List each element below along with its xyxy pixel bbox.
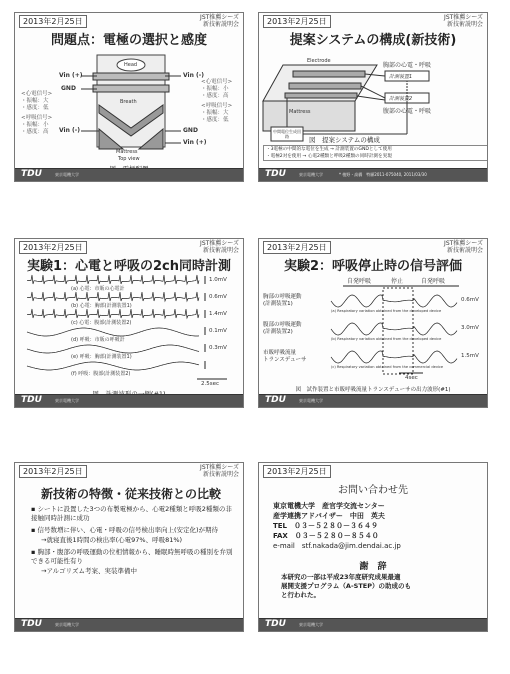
center-circuit-label: 中間電位生成回路 [273,129,301,139]
vin-minus-right: Vin (-) [183,72,204,79]
vin-minus-left: Vin (-) [59,127,80,134]
trace-scale: 0.3mV [209,345,227,351]
figure-caption: 図 試作装置と市販呼吸流量トランスデューサの出力波形(#1) [295,387,451,393]
slide-experiment2 [258,238,488,408]
slide-footer [259,168,487,181]
bullet-item: ▪ シートに設置した3つの布製電極から、心電2種類と呼吸2種類の非接触同時計測に成功 [31,505,232,522]
slide-footer [259,394,487,407]
bullet-sub-item: →就寝直後1時間の検出率(心電97%、呼吸81%) [41,536,183,544]
slide-title: 問題点：電極の選択と感度 [50,33,207,48]
bullet-item: ▪ 胸部・腹部の呼吸運動の位相情報から、睡眠時無呼吸の種別を弁別できる可能性有り [31,548,233,565]
slide-org: JST推薦シーズ 新技術説明会 [444,240,483,254]
univ-name: 東京電機大学 [55,622,79,627]
gnd-left: GND [61,85,76,92]
phase-label-3: 自発呼吸 [421,278,446,285]
resp-trace [331,351,457,363]
mattress-label: Mattress [116,149,138,155]
row-description: (c) Respiratory variation obtained from the commercial device [331,365,444,369]
contact-block [273,501,401,551]
right-signal-notes: <心電信号> ・振幅：小 ・感度：高 <呼吸信号> ・振幅：大 ・感度：低 [201,79,233,123]
tdu-logo: TDU [265,395,286,405]
slide-title: 実験1：心電と呼吸の2ch同時計測 [26,259,232,274]
mattress-label: Mattress [289,109,311,115]
tdu-logo: TDU [265,169,286,179]
notes-box [263,145,488,161]
tdu-logo: TDU [21,395,42,405]
slide-footer [15,618,243,631]
slide-title: 提案システムの構成(新技術) [289,33,457,48]
breath-label: Breath [120,99,137,105]
trace-scale: 1.0mV [209,277,227,283]
row-scale: 0.6mV [461,297,479,303]
slide-date: 2013年2月25日 [263,15,331,28]
slide-footer [15,394,243,407]
resp-trace [331,295,457,307]
slide-org: JST推薦シーズ 新技術説明会 [444,14,483,28]
slide-date: 2013年2月25日 [19,15,87,28]
device2-label: 計測装置2 [389,96,413,102]
trace-label: (f) 呼吸：腹部(計測装置2) [71,371,131,377]
chest-label: 胸部の心電・呼吸 [383,62,432,69]
time-scale: 2.5sec [201,381,220,387]
figure-caption: 図 提案システムの構成 [309,136,380,144]
slide-footer [15,168,243,181]
vin-plus-right: Vin (+) [183,139,207,146]
slide-date: 2013年2月25日 [263,241,331,254]
univ-name: 東京電機大学 [299,398,323,403]
slide-title: 新技術の特徴・従来技術との比較 [41,487,222,501]
row-scale: 1.5mV [461,353,479,359]
slide-org: JST推薦シーズ 新技術説明会 [200,464,239,478]
acknowledgement-text: 本研究の一部は平成23年度研究成果最適 展開支援プログラム（A-STEP）の助成のも と行われた。 [281,573,411,599]
phase-label-2: 停止 [391,278,404,285]
slide-org: JST推薦シーズ 新技術説明会 [200,14,239,28]
electrode-label: Electrode [307,58,331,64]
gnd-right: GND [183,127,198,134]
patent-ref: * 植野・高橋 特願2011-075040, 2011/03/30 [339,172,427,177]
time-scale: 4sec [405,375,418,381]
slide-contact [258,462,488,632]
slide-features [14,462,244,632]
bullet-list [31,505,235,576]
slide-electrode-problem [14,12,244,182]
trace-label: (c) 心電：腹部(計測装置2) [71,320,132,326]
trace-scale: 1.4mV [209,311,227,317]
slide-date: 2013年2月25日 [19,241,87,254]
note-line: ・電極2対を使用 → 心電2種類と呼吸2種類の同時計測を実現 [266,154,392,159]
slide-date: 2013年2月25日 [263,465,331,478]
top-view-label: Top view [118,156,140,162]
trace-label: (b) 心電：胸部(計測装置1) [71,303,132,309]
contact-fax: FAX ０３－５２８０－８５４０ [273,532,379,540]
slide-date: 2013年2月25日 [19,465,87,478]
univ-name: 東京電機大学 [299,172,323,177]
abdomen-label: 腹部の心電・呼吸 [383,108,432,115]
slide-footer [259,618,487,631]
resp-trace [331,323,457,335]
slide-title: 実験2：呼吸停止時の信号評価 [283,259,463,274]
left-signal-notes: <心電信号> ・振幅：大 ・感度：低 <呼吸信号> ・振幅：小 ・感度：高 [21,91,53,135]
trace-line [27,292,199,301]
bullet-item: ▪ 信号数増に伴い、心電・呼吸の信号検出率向上(安定化)が期待 [31,526,219,534]
head-label: Head [124,62,138,68]
note-line: ・3電極の中間的な電位を生成 → 計測装置のGNDとして使用 [266,147,392,152]
tdu-logo: TDU [21,619,42,629]
trace-scale: 0.1mV [209,328,227,334]
contact-person: 産学連携アドバイザー 中田 英夫 [273,512,385,520]
trace-line [27,309,199,318]
contact-email: e-mail stf.nakada@jim.dendai.ac.jp [273,542,401,550]
row-label: 市販呼吸流量 トランスデューサ [263,350,307,363]
bullet-sub-item: →アルゴリズム考案、実装準備中 [41,567,138,575]
trace-scale: 0.6mV [209,294,227,300]
phase-label-1: 自発呼吸 [347,278,372,285]
univ-name: 東京電機大学 [55,172,79,177]
tdu-logo: TDU [21,169,42,179]
row-scale: 3.0mV [461,325,479,331]
slide-proposed-system [258,12,488,182]
row-description: (b) Respiratory variation obtained from the developed device [331,337,442,341]
slide-experiment1 [14,238,244,408]
trace-line [27,275,199,284]
trace-label: (d) 呼吸：市販の呼吸計 [71,337,125,343]
univ-name: 東京電機大学 [55,398,79,403]
trace-label: (e) 呼吸：胸部(計測装置1) [71,354,132,360]
contact-tel: TEL ０３－５２８０－３６４９ [273,522,379,530]
acknowledgement-title: 謝 辞 [359,562,387,572]
row-label: 腹部の呼吸運動 (計測装置2) [263,322,302,335]
device1-label: 計測装置1 [389,74,413,80]
trace-line [27,345,199,353]
row-label: 胸部の呼吸運動 (計測装置1) [263,294,302,307]
tdu-logo: TDU [265,619,286,629]
slide-org: JST推薦シーズ 新技術説明会 [200,240,239,254]
row-description: (a) Respiratory variation obtained from the developed device [331,309,442,313]
slide-title: お問い合わせ先 [338,485,408,496]
univ-name: 東京電機大学 [299,622,323,627]
vin-plus-left: Vin (+) [59,72,83,79]
contact-org: 東京電機大学 産官学交流センター [273,502,385,510]
trace-line [27,328,199,336]
trace-label: (a) 心電：市販の心電計 [71,286,125,292]
trace-line [27,362,199,370]
